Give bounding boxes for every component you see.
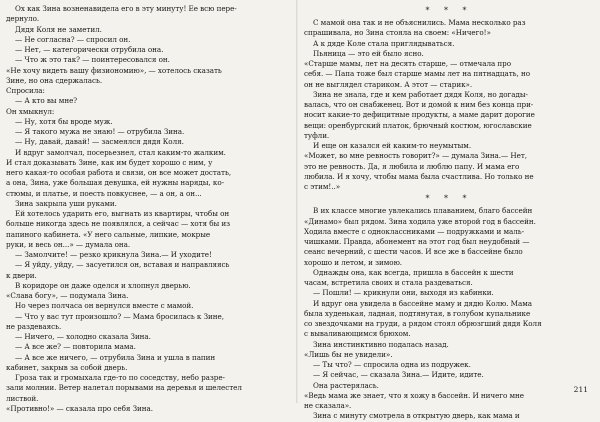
text-line: И вдруг она увидела в бассейне маму и дядю Колю. Мама [313, 298, 532, 308]
right-page-text [304, 5, 594, 422]
text-line: И еще он казался ей каким-то неумытым. [313, 141, 472, 150]
text-line: кабинет, закрыв за собой дверь. [6, 362, 128, 372]
text-line: стюмы, и платье, и поесть повкуснее, — а он, а он... [6, 188, 202, 198]
text-line: руки, и весь он...» — думала она. [6, 239, 131, 249]
text-line: не раздеваясь. [6, 321, 62, 331]
text-line: «Слава богу», — подумала Зина. [6, 291, 129, 300]
text-line: валась, что он снабженец. Вот и домой к ним без конца при- [304, 100, 534, 109]
text-line: часам, встретила своих и стала раздеваться. [304, 278, 473, 287]
text-line: Она растерялась. [313, 380, 379, 390]
text-line: он не выглядел стариком. А этот — старик». [304, 79, 473, 89]
page-number: 211 [573, 385, 588, 394]
text-line: — А все же? — повторила мама. [15, 342, 136, 352]
text-line: И вдруг замолчал, посерьезнел, стал каким-то жалким. [15, 147, 226, 157]
text-line: папиного кабинета. «У него сальные, липкие, мокрые [6, 229, 211, 239]
text-line: Зина инстинктивно подалась назад. [313, 339, 449, 349]
text-line: Ох как Зина возненавидела его в эту минуту! Ее всю пере- [15, 4, 237, 13]
text-line: — Я уйду, уйду, — засуетился он, вставая и направляясь [15, 260, 230, 270]
text-line: него какая-то особая работа и связи, он все может достать, [6, 168, 232, 177]
text-line: со звездочками на груди, а рядом стоял обрюзгший дядя Коля [304, 319, 542, 328]
text-line: Гроза так и громыхала где-то по соседству, небо разре- [15, 373, 225, 382]
text-line: — Ничего, — холодно сказала Зина. [15, 332, 151, 341]
text-line: — А кто вы мне? [15, 96, 78, 106]
section-divider: * * * [425, 6, 473, 15]
text-line: спрашивала, но Зина стояла на своем: «Ничего!» [304, 28, 491, 38]
text-line: — Я такого мужа не знаю! — отрубила Зина. [15, 127, 185, 136]
text-line: себя. — Папа тоже был старше мамы лет на пятнадцать, но [304, 69, 531, 79]
text-line: больше никогда здесь не появлялся, а сейчас — хотя бы из [6, 219, 231, 229]
book-gutter [296, 0, 298, 403]
text-line: это не ревность. Да, я любила и люблю папу. И мама его [304, 161, 520, 171]
text-line: «Не хочу видеть вашу физиономию», — хотелось сказать [6, 65, 222, 75]
text-line: «Ведь мама же знает, что я хожу в бассейн. И ничего мне [304, 390, 525, 400]
text-line: Ей хотелось ударить его, выгнать из квартиры, чтобы он [15, 209, 230, 218]
text-line: Зине, но она сдержалась. [6, 75, 103, 85]
text-line: Он хмыкнул: [6, 106, 55, 116]
left-page-text [6, 4, 290, 414]
text-line: с вываливающимся брюхом. [304, 329, 411, 339]
text-line: — А все же ничего, — отрубила Зина и ушла в папин [15, 352, 216, 362]
text-line: Спросила: [6, 86, 45, 95]
text-line: а она, Зина, уже большая девушка, ей нужны наряды, ко- [6, 178, 224, 188]
text-line: Но через полчаса он вернулся вместе с мамой. [15, 301, 194, 311]
text-line: А к дяде Коле стала приглядываться. [313, 38, 455, 48]
text-line: носит какие-то дефицитные продукты, а маме дарит дорогие [304, 110, 535, 120]
text-line: Ходила вместе с одноклассниками — подружками и маль- [304, 226, 524, 236]
text-line: Зина с минуту смотрела в открытую дверь, как мама и [313, 411, 520, 421]
text-line: сеанс вечерний, с шести часов. И все же в бассейне было [304, 247, 523, 257]
text-line: В коридоре он даже оделся и хлопнул дверью. [15, 280, 191, 290]
text-line: — Я сейчас, — сказала Зина.— Идите, идите. [313, 370, 484, 380]
text-line: — Замолчите! — резко крикнула Зина.— И уходите! [15, 250, 212, 259]
text-line: чишками. Правда, абонемент на этот год был неудобный — [304, 237, 530, 246]
section-divider: * * * [425, 194, 473, 204]
text-line: не сказала». [304, 401, 352, 410]
text-line: И стал доказывать Зине, как им будет хорошо с ним, у [6, 157, 213, 167]
text-line: — Ну, хотя бы вроде муж. [15, 116, 113, 126]
text-line: — Не согласна? — спросил он. [15, 34, 131, 44]
text-line: с этим!..» [304, 182, 341, 191]
text-line: к двери. [6, 270, 37, 280]
text-line: — Ну, давай, давай! — засмеялся дядя Коля. [15, 137, 184, 147]
text-line: — Что у вас тут произошло? — Мама бросилась к Зине, [15, 311, 224, 321]
text-line: дернуло. [6, 14, 40, 24]
text-line: туфли. [304, 130, 330, 140]
text-line: — Ты что? — спросила одна из подружек. [313, 360, 471, 369]
text-line: любила. И я хочу, чтобы мама была счастлива. Но только не [304, 171, 534, 181]
text-line: С мамой она так и не объяснились. Мама несколько раз [313, 18, 526, 27]
text-line: Однажды она, как всегда, пришла в бассейн к шести [313, 267, 514, 277]
text-line: — Пошли! — крикнули они, выходя из кабинки. [313, 288, 494, 298]
right-page [304, 4, 594, 421]
text-line: «Старше мамы, лет на десять старше, — отмечала про [304, 59, 511, 68]
text-line: Зина не знала, где и кем работает дядя Коля, но догады- [313, 89, 528, 99]
text-line: — Что ж это так? — поинтересовался он. [15, 55, 170, 65]
text-line: хорошо и летом, и зимою. [304, 257, 403, 267]
text-line: зали молнии. Ветер налетал порывами на деревья и шелестел [6, 383, 242, 393]
left-page [6, 4, 290, 413]
text-line: «Лишь бы не увидели». [304, 349, 393, 359]
text-line: Зина закрыла уши руками. [15, 198, 117, 208]
text-line: «Может, во мне ревность говорит?» — думала Зина.— Нет, [304, 151, 527, 161]
text-line: листвой. [6, 393, 39, 403]
text-line: «Динамо» был рядом. Зина ходила уже второй год в бассейн. [304, 216, 536, 226]
text-line: Пьяница — это ей было ясно. [313, 48, 424, 58]
text-line: В их классе многие увлекались плаванием, благо бассейн [313, 206, 533, 216]
text-line: вещи: оренбургский платок, брючный костюм, югославские [304, 120, 532, 130]
text-line: — Нет, — категорически отрубила она. [15, 45, 164, 54]
text-line: Дядя Коля не заметил. [15, 24, 102, 34]
text-line: «Противно!» — сказала про себя Зина. [6, 403, 153, 413]
text-line: была худенькая, ладная, подтянутая, в голубом купальнике [304, 308, 531, 318]
